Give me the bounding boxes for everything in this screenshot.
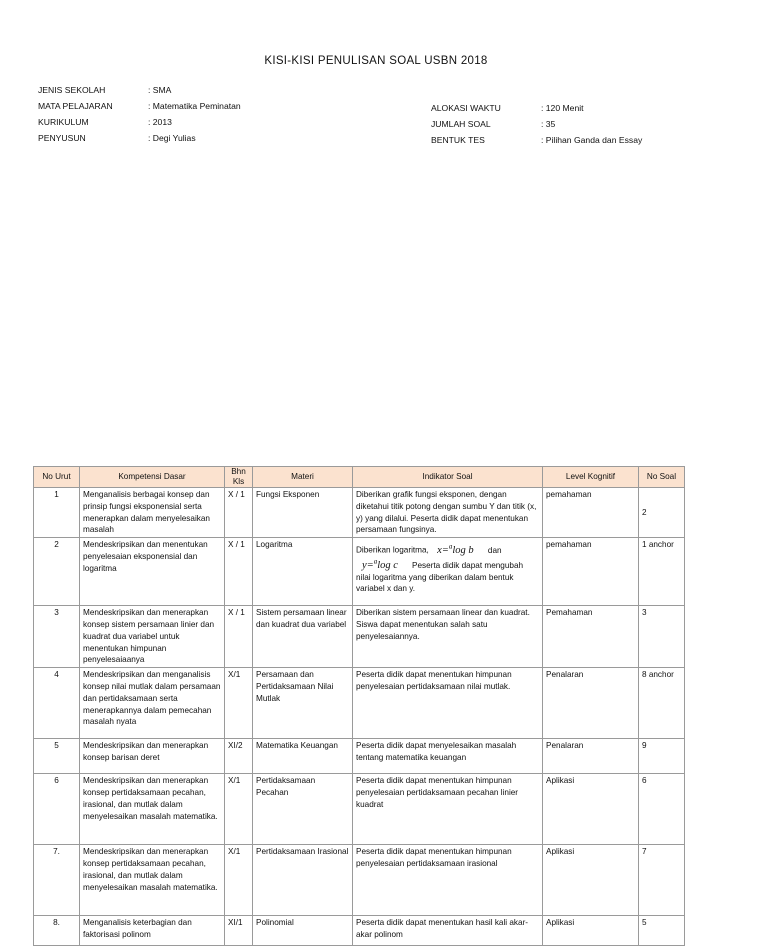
cell-no: 2 [34,538,80,606]
meta-left [38,82,241,146]
meta-right [431,100,642,148]
meta-alokasi-waktu [431,100,642,116]
cell-no-soal: 9 [639,739,685,774]
meta-label: ALOKASI WAKTU [431,103,501,113]
cell-kompetensi-dasar: Mendeskripsikan dan menentukan penyelesaian eksponensial dan logaritma [80,538,225,606]
formula-lhs: x= [437,544,449,556]
cell-bhn-kls: X/1 [225,774,253,845]
document-title: KISI-KISI PENULISAN SOAL USBN 2018 [264,55,488,67]
cell-indikator: Diberikan sistem persamaan linear dan kuadrat. Siswa dapat menentukan salah satu penyelesaiannya. [353,606,543,668]
cell-no-soal: 1 anchor [639,538,685,606]
header-no-urut: No Urut [34,467,80,488]
formula-rhs: log b [452,544,474,556]
cell-bhn-kls: X / 1 [225,538,253,606]
table-row [34,668,685,739]
meta-value: : Degi Yulias [148,133,196,143]
meta-value: : SMA [148,85,172,95]
cell-no-soal: 6 [639,774,685,845]
table-row [34,739,685,774]
table-row [34,488,685,538]
cell-no-soal: 2 [639,488,685,538]
cell-level: Aplikasi [543,774,639,845]
cell-materi: Persamaan dan Pertidaksamaan Nilai Mutlak [253,668,353,739]
formula-base: a [373,557,378,566]
cell-kompetensi-dasar: Mendeskripsikan dan menerapkan konsep pertidaksamaan pecahan, irasional, dan mutlak dalam menyelesaikan masalah matematika. [80,845,225,916]
kisi-kisi-table [33,466,685,946]
meta-value: : 120 Menit [541,103,584,113]
cell-no: 5 [34,739,80,774]
cell-kompetensi-dasar: Mendeskripsikan dan menganalisis konsep nilai mutlak dalam persamaan dan pertidaksamaan serta menerapkannya dalam pemecahan masalah nyata [80,668,225,739]
header-indikator-soal: Indikator Soal [353,467,543,488]
meta-bentuk-tes [431,132,642,148]
log-formula-y [362,557,398,571]
cell-indikator: Peserta didik dapat menentukan hasil kali akar-akar polinom [353,916,543,946]
header-materi: Materi [253,467,353,488]
meta-label: MATA PELAJARAN [38,101,113,111]
indikator-text: Peserta didik dapat mengubah nilai logaritma yang diberikan dalam bentuk variabel x dan y. [356,560,524,594]
indikator-text: dan [487,545,502,555]
cell-materi: Fungsi Eksponen [253,488,353,538]
cell-kompetensi-dasar: Menganalisis keterbagian dan faktorisasi polinom [80,916,225,946]
meta-mata-pelajaran [38,98,241,114]
meta-label: PENYUSUN [38,133,86,143]
meta-jenis-sekolah [38,82,241,98]
meta-kurikulum [38,114,241,130]
meta-label: JENIS SEKOLAH [38,85,106,95]
cell-kompetensi-dasar: Mendeskripsikan dan menerapkan konsep pertidaksamaan pecahan, irasional, dan mutlak dalam menyelesaikan masalah matematika. [80,774,225,845]
meta-value: : Matematika Peminatan [148,101,241,111]
cell-no: 8. [34,916,80,946]
cell-materi: Matematika Keuangan [253,739,353,774]
cell-materi: Sistem persamaan linear dan kuadrat dua variabel [253,606,353,668]
header-kompetensi-dasar: Kompetensi Dasar [80,467,225,488]
meta-label: JUMLAH SOAL [431,119,491,129]
cell-bhn-kls: XI/2 [225,739,253,774]
table-row [34,845,685,916]
cell-level: pemahaman [543,488,639,538]
header-bhn-kls: Bhn Kls [225,467,253,488]
cell-no: 7. [34,845,80,916]
cell-no-soal: 5 [639,916,685,946]
cell-level: Pemahaman [543,606,639,668]
cell-indikator: Peserta didik dapat menyelesaikan masalah tentang matematika keuangan [353,739,543,774]
formula-rhs: log c [377,559,398,571]
cell-no: 3 [34,606,80,668]
cell-materi: Pertidaksamaan Irasional [253,845,353,916]
meta-value: : 35 [541,119,556,129]
formula-lhs: y= [362,559,374,571]
meta-jumlah-soal [431,116,642,132]
cell-no: 4 [34,668,80,739]
meta-value: : Pilihan Ganda dan Essay [541,135,643,145]
table-row [34,774,685,845]
cell-bhn-kls: XI/1 [225,916,253,946]
meta-label: BENTUK TES [431,135,485,145]
cell-level: Aplikasi [543,916,639,946]
cell-bhn-kls: X / 1 [225,606,253,668]
cell-level: Aplikasi [543,845,639,916]
cell-indikator: Diberikan grafik fungsi eksponen, dengan diketahui titik potong dengan sumbu Y dan titik (x, y) yang dilalui. Peserta didik dapat menentukan persamaan fungsinya. [353,488,543,538]
table-row [34,538,685,606]
meta-penyusun [38,130,241,146]
cell-no: 1 [34,488,80,538]
cell-indikator: Peserta didik dapat menentukan himpunan penyelesaian pertidaksamaan irasional [353,845,543,916]
cell-materi: Pertidaksamaan Pecahan [253,774,353,845]
cell-indikator: Peserta didik dapat menentukan himpunan penyelesaian pertidaksamaan nilai mutlak. [353,668,543,739]
cell-level: Penalaran [543,668,639,739]
cell-level: pemahaman [543,538,639,606]
cell-indikator: Peserta didik dapat menentukan himpunan penyelesaian pertidaksamaan pecahan linier kuadrat [353,774,543,845]
cell-no-soal: 3 [639,606,685,668]
cell-bhn-kls: X/1 [225,668,253,739]
cell-no-soal: 8 anchor [639,668,685,739]
cell-materi: Polinomial [253,916,353,946]
indikator-text: Diberikan logaritma, [356,545,429,555]
meta-label: KURIKULUM [38,117,89,127]
cell-kompetensi-dasar: Mendeskripsikan dan menerapkan konsep sistem persamaan linier dan kuadrat dua variabel untuk menentukan himpunan penyelesaiaanya [80,606,225,668]
cell-indikator [353,538,543,606]
cell-no-soal: 7 [639,845,685,916]
table-header-row [34,467,685,488]
log-formula-x [437,542,474,556]
cell-bhn-kls: X / 1 [225,488,253,538]
cell-no: 6 [34,774,80,845]
cell-level: Penalaran [543,739,639,774]
cell-kompetensi-dasar: Mendeskripsikan dan menerapkan konsep barisan deret [80,739,225,774]
cell-kompetensi-dasar: Menganalisis berbagai konsep dan prinsip fungsi eksponensial serta menerapkan dalam menyelesaikan masalah [80,488,225,538]
cell-materi: Logaritma [253,538,353,606]
header-no-soal: No Soal [639,467,685,488]
table-row [34,606,685,668]
cell-bhn-kls: X/1 [225,845,253,916]
meta-value: : 2013 [148,117,172,127]
header-level-kognitif: Level Kognitif [543,467,639,488]
table-row [34,916,685,946]
formula-base: a [448,542,453,551]
